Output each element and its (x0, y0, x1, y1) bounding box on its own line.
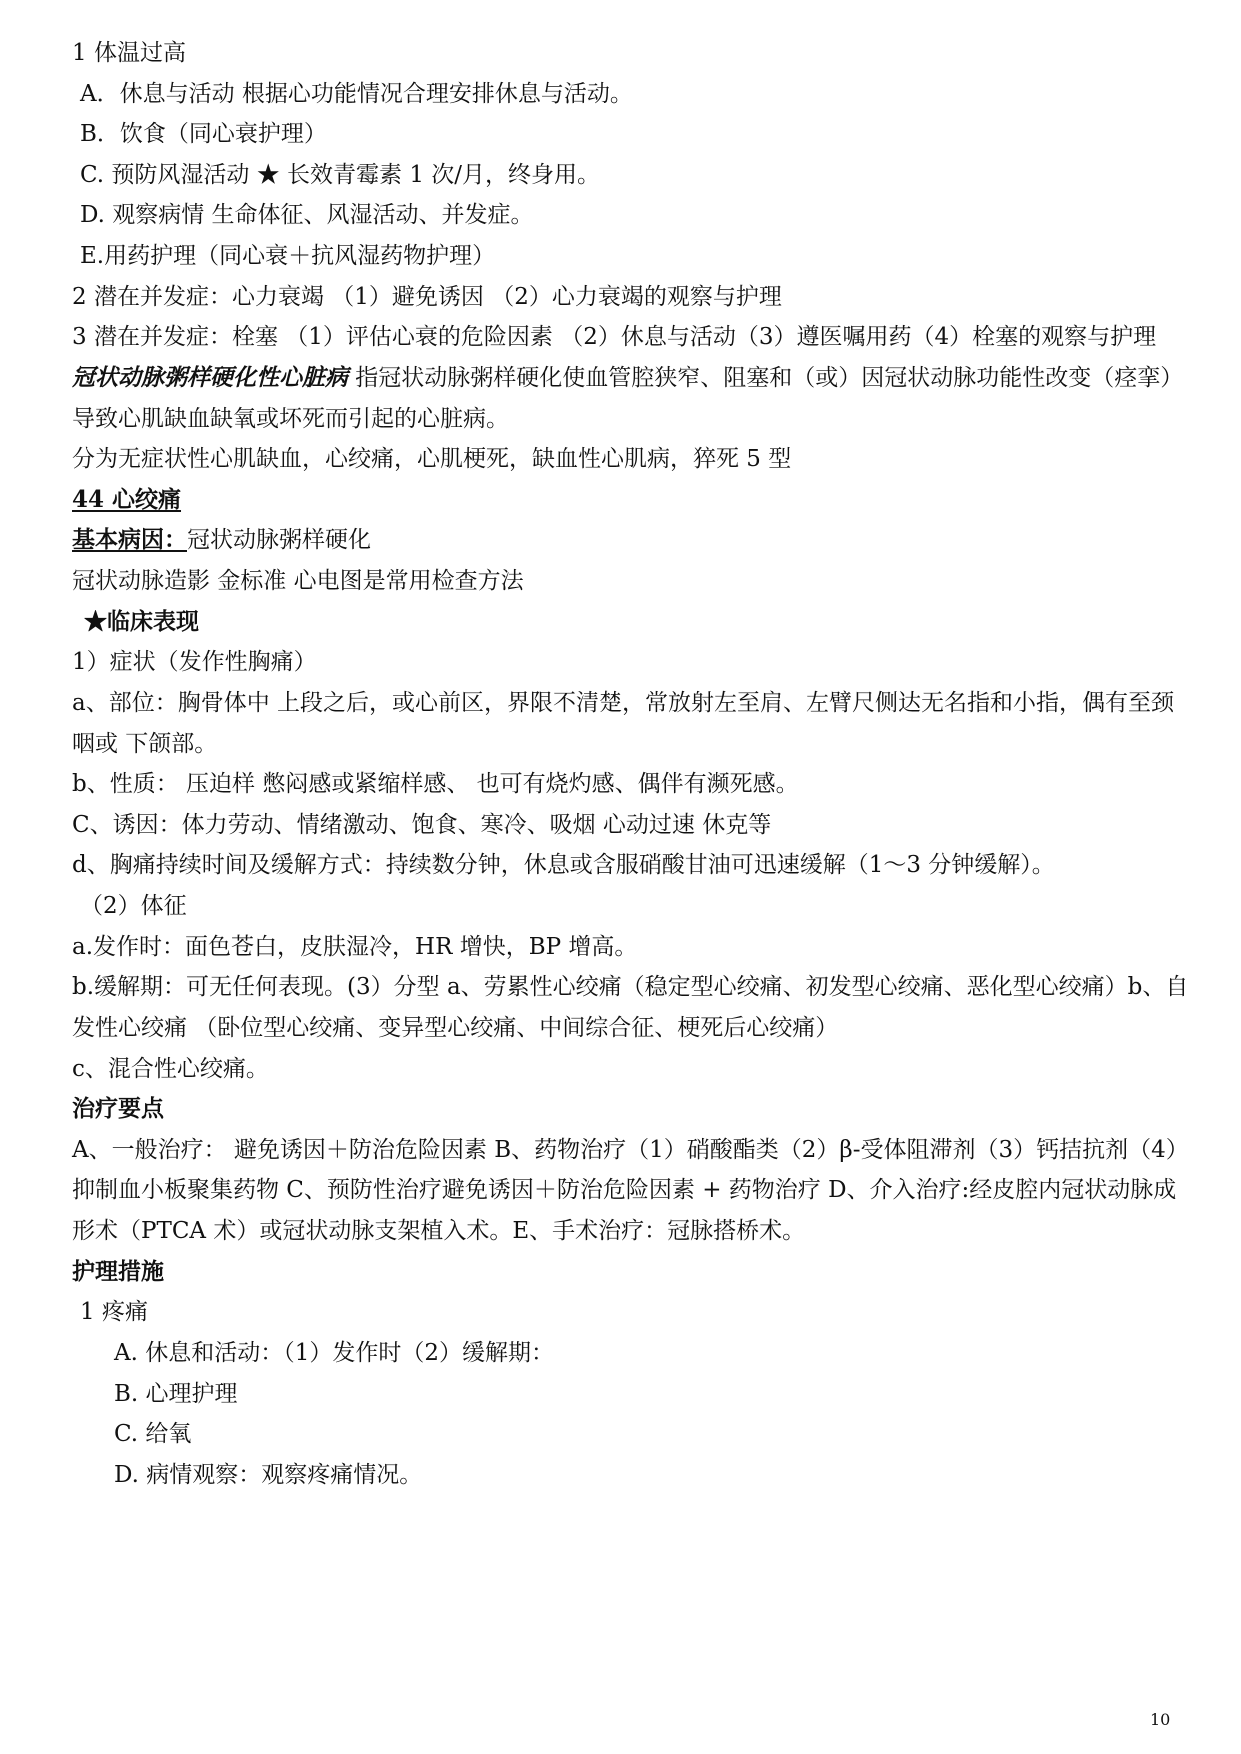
list-item: C. 给氧 (114, 1421, 192, 1447)
section-heading: ★临床表现 (84, 608, 199, 635)
label-heading: 基本病因： (72, 526, 187, 553)
term-heading: 冠状动脉粥样硬化性心脏病 (72, 364, 348, 391)
text-line: A．休息与活动 根据心功能情况合理安排休息与活动。 (80, 81, 633, 107)
text-line: 冠状动脉造影 金标准 心电图是常用检查方法 (72, 568, 524, 594)
text-line: b、性质： 压迫样 憋闷感或紧缩样感、 也可有烧灼感、偶伴有濒死感。 (72, 771, 799, 797)
list-item: A. 休息和活动：（1）发作时（2）缓解期： (114, 1340, 554, 1366)
page-number: 10 (1150, 1710, 1171, 1729)
text-line: a.发作时：面色苍白，皮肤湿冷，HR 增快，BP 增高。 (72, 934, 638, 960)
text-line: d、胸痛持续时间及缓解方式：持续数分钟，休息或含服硝酸甘油可迅速缓解（1～3 分钟缓解）。 (72, 852, 1055, 878)
text-line: 1 体温过高 (72, 40, 186, 66)
text-line: 形术（PTCA 术）或冠状动脉支架植入术。E、手术治疗：冠脉搭桥术。 (72, 1218, 806, 1244)
text-line: b.缓解期：可无任何表现。(3）分型 a、劳累性心绞痛（稳定型心绞痛、初发型心绞痛、恶化型心绞痛）b、自 (72, 974, 1189, 1000)
section-heading: 44 心绞痛 (72, 486, 182, 513)
text-line: E.用药护理（同心衰＋抗风湿药物护理） (80, 243, 496, 269)
section-heading: 护理措施 (72, 1258, 164, 1285)
text-line: 3 潜在并发症：栓塞 （1）评估心衰的危险因素 （2）休息与活动（3）遵医嘱用药（4）栓塞的观察与护理 (72, 324, 1157, 350)
text-line (72, 525, 1192, 555)
text-line: c、混合性心绞痛。 (72, 1056, 269, 1082)
text-line: D. 观察病情 生命体征、风湿活动、并发症。 (80, 202, 534, 228)
text-line: C. 预防风湿活动 ★ 长效青霉素 1 次/月，终身用。 (80, 162, 601, 188)
list-item: B. 心理护理 (114, 1381, 238, 1407)
text-line: 1 疼痛 (80, 1299, 148, 1325)
definition-line (72, 363, 1192, 393)
text-line: 导致心肌缺血缺氧或坏死而引起的心脏病。 (72, 406, 509, 432)
text-line: 2 潜在并发症：心力衰竭 （1）避免诱因 （2）心力衰竭的观察与护理 (72, 284, 782, 310)
text-line: 分为无症状性心肌缺血，心绞痛，心肌梗死，缺血性心肌病，猝死 5 型 (72, 446, 792, 472)
list-item: D. 病情观察：观察疼痛情况。 (114, 1462, 423, 1488)
text-line: C、诱因：体力劳动、情绪激动、饱食、寒冷、吸烟 心动过速 休克等 (72, 812, 772, 838)
text-line: （2）体征 (80, 893, 187, 919)
text-line: 抑制血小板聚集药物 C、预防性治疗避免诱因＋防治危险因素 + 药物治疗 D、介入治疗:经皮腔内冠状动脉成 (72, 1177, 1177, 1203)
text-line: 咽或 下颌部。 (72, 731, 218, 757)
text-line: A、一般治疗： 避免诱因＋防治危险因素 B、药物治疗（1）硝酸酯类（2）β-受体阻滞剂（3）钙拮抗剂（4） (72, 1137, 1189, 1163)
text-line: a、部位：胸骨体中 上段之后，或心前区，界限不清楚，常放射左至肩、左臂尺侧达无名指和小指，偶有至颈 (72, 690, 1175, 716)
definition-text: 指冠状动脉粥样硬化使血管腔狭窄、阻塞和（或）因冠状动脉功能性改变（痉挛） (348, 365, 1184, 391)
section-heading: 治疗要点 (72, 1095, 164, 1122)
text-line: 发性心绞痛 （卧位型心绞痛、变异型心绞痛、中间综合征、梗死后心绞痛） (72, 1015, 839, 1041)
text-line: 1）症状（发作性胸痛） (72, 649, 317, 675)
text-line: B．饮食（同心衰护理） (80, 121, 327, 147)
label-value: 冠状动脉粥样硬化 (187, 527, 371, 553)
